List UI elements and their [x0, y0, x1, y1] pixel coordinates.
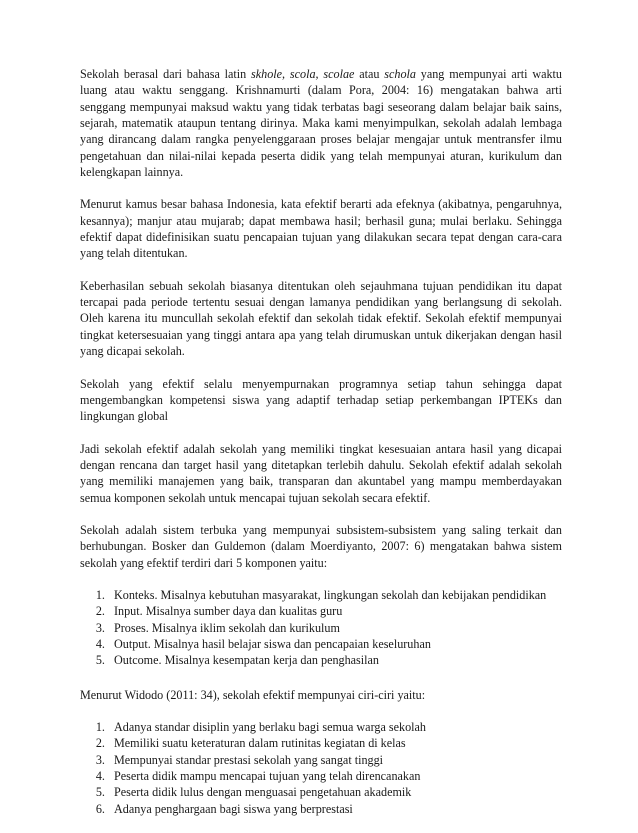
list-item: 4. Peserta didik mampu mencapai tujuan yang telah direncanakan	[108, 768, 562, 784]
list-item: 3. Mempunyai standar prestasi sekolah yang sangat tinggi	[108, 752, 562, 768]
list-item: 2. Memiliki suatu keteraturan dalam rutinitas kegiatan di kelas	[108, 735, 562, 751]
paragraph-widodo-intro: Menurut Widodo (2011: 34), sekolah efektif mempunyai ciri-ciri yaitu:	[80, 687, 426, 702]
characteristics-list	[80, 719, 562, 817]
list-item: 6. Adanya penghargaan bagi siswa yang berprestasi	[108, 801, 562, 817]
paragraph-text: atau	[354, 67, 385, 81]
paragraph-text: yang mempunyai arti waktu luang atau waktu senggang. Krishnamurti (dalam Pora, 2004: 16) mengatakan bahwa arti senggang mempunyai maksud waktu yang tidak terbatas bagi seseorang dalam belajar baik sains, sejarah, matematik ataupun tentang dirinya. Maka kami menyimpulkan, sekolah adalah lembaga yang dirancang dalam rangka penyelenggaraan proses belajar mengajar untuk mentransfer ilmu pengetahuan dan nilai-nilai kepada peserta didik yang telah mempunyai aturan, kurikulum dan kelengkapan lainnya.	[80, 67, 562, 180]
document-page	[80, 66, 562, 833]
paragraph-sistem-terbuka: Sekolah adalah sistem terbuka yang mempunyai subsistem-subsistem yang saling terkait dan berhubungan. Bosker dan Guldemon (dalam Moerdiyanto, 2007: 6) mengatakan bahwa sistem sekolah yang efektif terdiri dari 5 komponen yaitu:	[80, 522, 562, 570]
list-item: 5. Peserta didik lulus dengan menguasai pengetahuan akademik	[108, 784, 562, 800]
list-item: 4. Output. Misalnya hasil belajar siswa dan pencapaian keseluruhan	[108, 636, 562, 652]
latin-terms: skhole, scola, scolae	[251, 67, 355, 81]
components-list	[80, 587, 562, 669]
paragraph-keberhasilan: Keberhasilan sebuah sekolah biasanya ditentukan oleh sejauhmana tujuan pendidikan itu dapat tercapai pada periode tertentu sesuai dengan lamanya pendidikan yang berlangsung di sekolah. Oleh karena itu muncullah sekolah efektif dan sekolah tidak efektif. Sekolah efektif mempunyai tingkat ketersesuaian yang tinggi antara apa yang telah dirumuskan untuk dikerjakan dengan hasil yang dicapai sekolah.	[80, 278, 562, 359]
paragraph-kesimpulan: Jadi sekolah efektif adalah sekolah yang memiliki tingkat kesesuaian antara hasil yang dicapai dengan rencana dan target hasil yang ditetapkan terlebih dahulu. Sekolah efektif adalah sekolah yang memiliki manajemen yang baik, transparan dan akuntabel yang mampu memberdayakan semua komponen sekolah untuk mencapai tujuan sekolah secara efektif.	[80, 441, 562, 505]
paragraph-sekolah-efektif: Sekolah yang efektif selalu menyempurnakan programnya setiap tahun sehingga dapat mengembangkan kompetensi siswa yang adaptif terhadap setiap perkembangan IPTEKs dan lingkungan global	[80, 376, 562, 424]
paragraph-text: Sekolah berasal dari bahasa latin	[80, 67, 252, 81]
list-item: 3. Proses. Misalnya iklim sekolah dan kurikulum	[108, 620, 562, 636]
latin-term-schola: schola	[384, 67, 416, 81]
list-item: 5. Outcome. Misalnya kesempatan kerja dan penghasilan	[108, 652, 562, 668]
list-item: 1. Konteks. Misalnya kebutuhan masyarakat, lingkungan sekolah dan kebijakan pendidikan	[108, 587, 562, 603]
paragraph-definition-efektif: Menurut kamus besar bahasa Indonesia, kata efektif berarti ada efeknya (akibatnya, pengaruhnya, kesannya); manjur atau mujarab; dapat membawa hasil; berhasil guna; mulai berlaku. Sehingga efektif dapat didefinisikan suatu pencapaian tujuan yang dilakukan secara tepat dengan cara-cara yang telah ditentukan.	[80, 197, 562, 261]
list-item: 2. Input. Misalnya sumber daya dan kualitas guru	[108, 603, 562, 619]
list-item: 1. Adanya standar disiplin yang berlaku bagi semua warga sekolah	[108, 719, 562, 735]
paragraph-definition-sekolah	[80, 66, 562, 180]
